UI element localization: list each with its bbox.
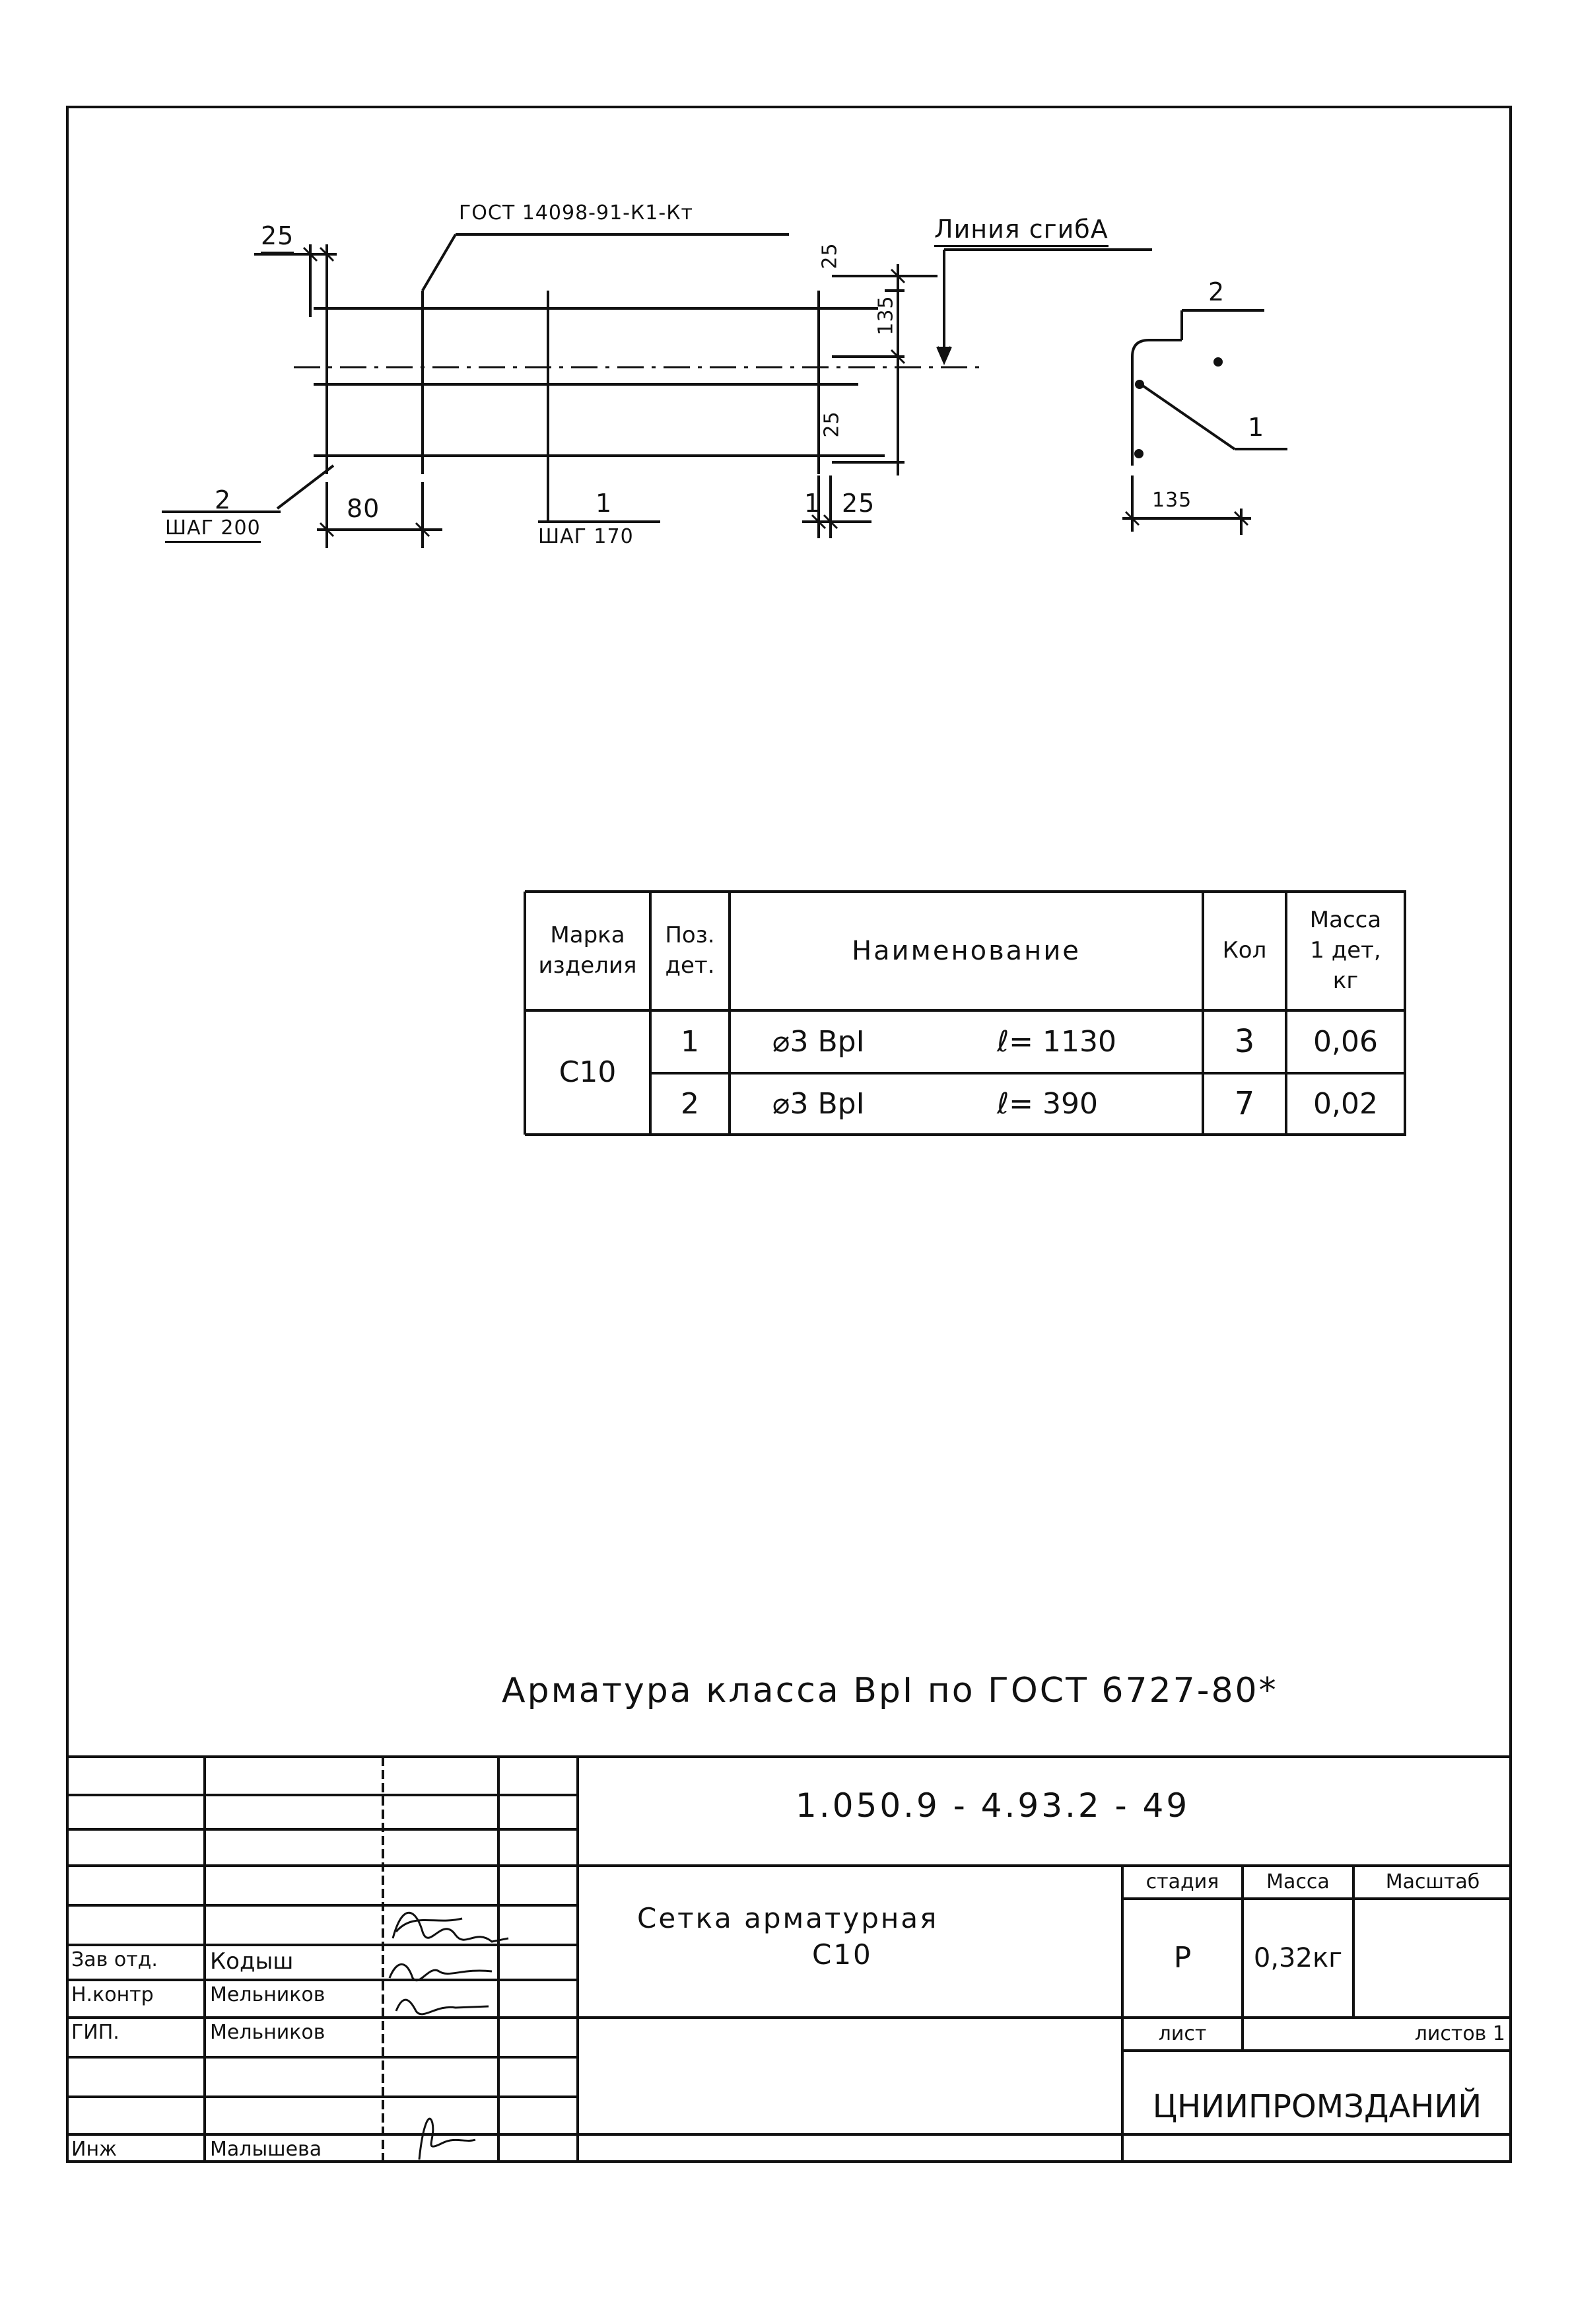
role-engineer: Инж: [71, 2138, 118, 2161]
dim-25-right-mid: 25: [820, 411, 844, 438]
row2-length: ℓ= 390: [997, 1086, 1099, 1121]
section-pos1: 1: [1248, 413, 1265, 442]
bend-line-label: Линия сгибА: [934, 215, 1109, 247]
reinforcement-note: Арматура класса ВрI по ГОСТ 6727-80*: [502, 1671, 1278, 1710]
scale-header: Масштаб: [1385, 1870, 1480, 1893]
signatures: [390, 1913, 508, 2160]
stage-value: Р: [1173, 1941, 1192, 1975]
role-chief-engineer: ГИП.: [71, 2021, 119, 2044]
doc-number: 1.050.9 - 4.93.2 - 49: [796, 1786, 1190, 1825]
section-pos2: 2: [1208, 277, 1225, 306]
row1-qty: 3: [1234, 1023, 1255, 1061]
row2-dia: ⌀3 ВрI: [772, 1086, 865, 1121]
row1-mass: 0,06: [1313, 1024, 1378, 1059]
sheets-label: листов 1: [1414, 2022, 1505, 2045]
header-name: Наименование: [852, 936, 1081, 966]
row1-length: ℓ= 1130: [997, 1024, 1117, 1059]
header-qty: Кол: [1222, 937, 1267, 964]
row2-mass: 0,02: [1313, 1086, 1378, 1121]
mass-value: 0,32кг: [1253, 1943, 1343, 1973]
dim-135: 135: [874, 295, 898, 335]
name-head-of-dept: Кодыш: [210, 1948, 294, 1975]
name-norm-control: Мельников: [210, 1983, 325, 2006]
role-norm-control: Н.контр: [71, 1983, 154, 2006]
row1-dia: ⌀3 ВрI: [772, 1024, 865, 1059]
pos2-label: 2: [215, 485, 232, 514]
title-line2: С10: [812, 1938, 873, 1971]
pos1-label: 1: [596, 489, 613, 518]
header-pos: Поз. дет.: [665, 922, 715, 979]
dim-25-right-top: 25: [818, 242, 842, 269]
section-dim: 135: [1152, 489, 1192, 512]
row1-pos: 1: [681, 1024, 699, 1059]
name-engineer: Малышева: [210, 2138, 322, 2161]
title-line1: Сетка арматурная: [637, 1902, 939, 1934]
pos1-step: ШАГ 170: [538, 525, 634, 548]
stage-header: стадия: [1145, 1870, 1219, 1893]
organization: ЦНИИПРОМЗДАНИЙ: [1152, 2088, 1482, 2125]
mark-value: С10: [559, 1055, 617, 1090]
header-mass: Масса 1 дет, кг: [1309, 907, 1382, 994]
name-chief-engineer: Мельников: [210, 2021, 325, 2044]
mass-header: Масса: [1266, 1870, 1330, 1893]
gost-label: ГОСТ 14098-91-К1-Кт: [459, 201, 693, 225]
row2-qty: 7: [1234, 1085, 1255, 1123]
header-mark: Марка изделия: [538, 922, 637, 979]
dim-25-top: 25: [261, 221, 294, 254]
role-head-of-dept: Зав отд.: [71, 1948, 158, 1971]
sheet-label: лист: [1158, 2022, 1207, 2045]
dim-25-bottom: 25: [842, 489, 875, 518]
dim-80: 80: [347, 494, 380, 523]
dim-1-bottom: 1: [804, 489, 821, 518]
row2-pos: 2: [681, 1086, 699, 1121]
pos2-step: ШАГ 200: [165, 516, 261, 543]
